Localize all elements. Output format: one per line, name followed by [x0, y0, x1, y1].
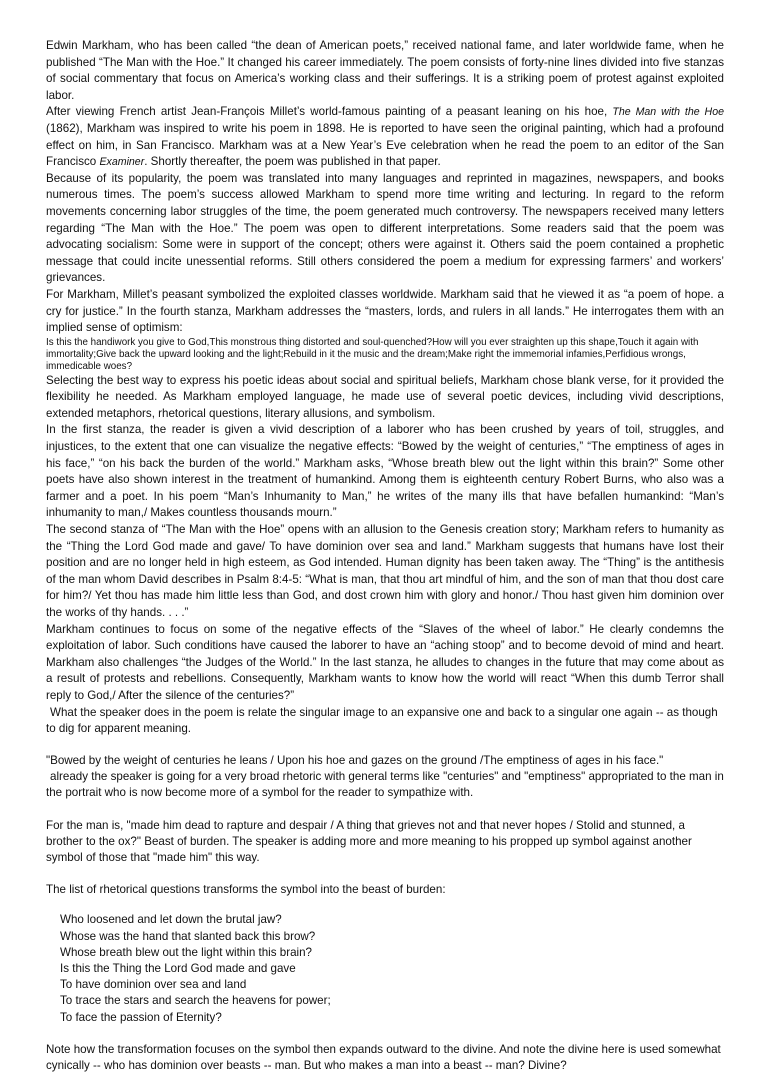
- poem-line: To have dominion over sea and land: [60, 978, 247, 992]
- paragraph-text: . Shortly thereafter, the poem was published in that paper.: [144, 155, 441, 169]
- paragraph-blank-verse: Selecting the best way to express his poetic ideas about social and spiritual beliefs, Markham chose blank verse, for it provided the flexibility he needed. As Markham employed language, he made use of several poetic devices, including vivid descriptions, extended metaphors, rhetorical questions, literary allusions, and symbolism.: [46, 373, 724, 420]
- paragraph-text: After viewing French artist Jean-François Millet’s world-famous painting of a peasant leaning on his hoe,: [46, 105, 613, 119]
- poem-line: Whose was the hand that slanted back this brow?: [60, 929, 316, 943]
- block-quote-fourth-stanza: Is this the handiwork you give to God,This monstrous thing distorted and soul-quenched?How will you ever straighten up this shape,Touch it again with immortality;Give back the upward looking and the light;Rebuild in it the music and the dream;Make right the immemorial infamies,Perfidious wrongs, immedicable woes?: [46, 336, 699, 372]
- paragraph-second-stanza: The second stanza of “The Man with the Hoe” opens with an allusion to the Genesis creation story; Markham refers to humanity as the “Thing the Lord God made and gave/ To have dominion over sea and land.” Markham suggests that humans have lost their position and are no longer held in high esteem, as God intended. Human dignity has been taken away. The “Thing” is the antithesis of the man whom David describes in Psalm 8:4-5: “What is man, that thou art mindful of him, and the son of man that thou dost care for him?/ Yet thou has made him little less than God, and dost crown him with glory and honor./ Thou hast given him dominion over the works of thy hands. . . .”: [46, 523, 724, 619]
- paragraph-beast-of-burden: For the man is, "made him dead to rapture and despair / A thing that grieves not and that never hopes / Stolid and stunned, a brother to the ox?" Beast of burden. The speaker is adding more and more meaning to his propped up symbol against another symbol of those that "made him" this way.: [46, 818, 692, 864]
- paragraph-millet-peasant: For Markham, Millet’s peasant symbolized the exploited classes worldwide. Markham said that he viewed it as “a poem of hope. a cry for justice.” In the fourth stanza, Markham addresses the “masters, lords, and rulers in all lands.” He interrogates them with an implied sense of optimism:: [46, 287, 724, 335]
- paragraph-rhetorical-questions: The list of rhetorical questions transforms the symbol into the beast of burden:: [46, 883, 446, 897]
- newspaper-title: Examiner: [99, 156, 145, 169]
- paragraph-singular-image: What the speaker does in the poem is relate the singular image to an expansive one and back to a singular one again -- as though to dig for apparent meaning.: [46, 705, 718, 735]
- paragraph-text: (1862), Markham was inspired to write his poem in 1898. He is reported to have seen the original painting, which had a profound effect on him, in San Francisco. Markham was at a New Year’s Eve celebration when he read the poem to an editor of the San Francisco: [46, 121, 724, 169]
- paragraph-millet-painting: [46, 104, 724, 170]
- poem-excerpt: [60, 912, 724, 1025]
- poem-line: Whose breath blew out the light within this brain?: [60, 945, 312, 959]
- poem-line: Is this the Thing the Lord God made and gave: [60, 962, 296, 975]
- painting-title: The Man with the Hoe: [612, 106, 724, 119]
- paragraph-first-stanza: In the first stanza, the reader is given a vivid description of a laborer who has been crushed by years of toil, struggles, and injustices, to the extent that one can visualize the negative effects: “Bowed by the weight of centuries,” “The emptiness of ages in his face,” “on his back the burden of the world.” Markham asks, “Whose breath blew out the light within this brain?” Some other poets have also shown interest in the treatment of humankind. Among them is eighteenth century Robert Burns, who also was a farmer and a poet. In his poem “Man’s Inhumanity to Man,” he writes of the many ills that have befallen humankind: “Man’s inhumanity to man,/ Makes countless thousands mourn.”: [46, 423, 724, 520]
- paragraph-transformation-note: Note how the transformation focuses on the symbol then expands outward to the divine. And note the divine here is used somewhat cynically -- who has dominion over beasts -- man. But who makes a man into a beast -- man? Divine?: [46, 1042, 721, 1073]
- paragraph-popularity: Because of its popularity, the poem was translated into many languages and reprinted in magazines, newspapers, and books numerous times. The poem’s success allowed Markham to spend more time writing and lecturing. In regard to the reform movements concerning labor struggles of the time, the poem generated much controversy. The newspapers received many letters regarding “The Man with the Hoe.” The poem was open to different interpretations. Some readers said that the poem was advocating socialism: Some were in support of the concept; others were against it. Others said the poem contained a prophetic message that could incite unessential reforms. Still others considered the poem a medium for expressing farmers’ and workers’ grievances.: [46, 171, 724, 285]
- paragraph-intro: Edwin Markham, who has been called “the dean of American poets,” received national fame, and later worldwide fame, when he published “The Man with the Hoe.” It changed his career immediately. The poem consists of forty-nine lines divided into five stanzas of social commentary that focus on America’s working class and their sufferings. It is a striking poem of protest against exploited labor.: [46, 39, 724, 102]
- paragraph-bowed-quote: "Bowed by the weight of centuries he leans / Upon his hoe and gazes on the ground /The emptiness of ages in his face.": [46, 753, 664, 767]
- poem-line: To face the passion of Eternity?: [60, 1010, 222, 1024]
- paragraph-broad-rhetoric: already the speaker is going for a very broad rhetoric with general terms like "centuries" and "emptiness" appropriated to the man in the portrait who is now become more of a symbol for the reader to sympathize with.: [46, 770, 724, 800]
- poem-line: Who loosened and let down the brutal jaw?: [60, 913, 282, 927]
- poem-line: To trace the stars and search the heavens for power;: [60, 994, 331, 1008]
- paragraph-negative-effects: Markham continues to focus on some of the negative effects of the “Slaves of the wheel of labor.” He clearly condemns the exploitation of labor. Such conditions have caused the laborer to have an “aching stoop” and to become devoid of mind and heart. Markham also challenges “the Judges of the World.” In the last stanza, he alludes to changes in the future that may come about as a result of protests and rebellions. Consequently, Markham wants to know how the world will react “When this dumb Terror shall reply to God,/ After the silence of the centuries?”: [46, 622, 724, 702]
